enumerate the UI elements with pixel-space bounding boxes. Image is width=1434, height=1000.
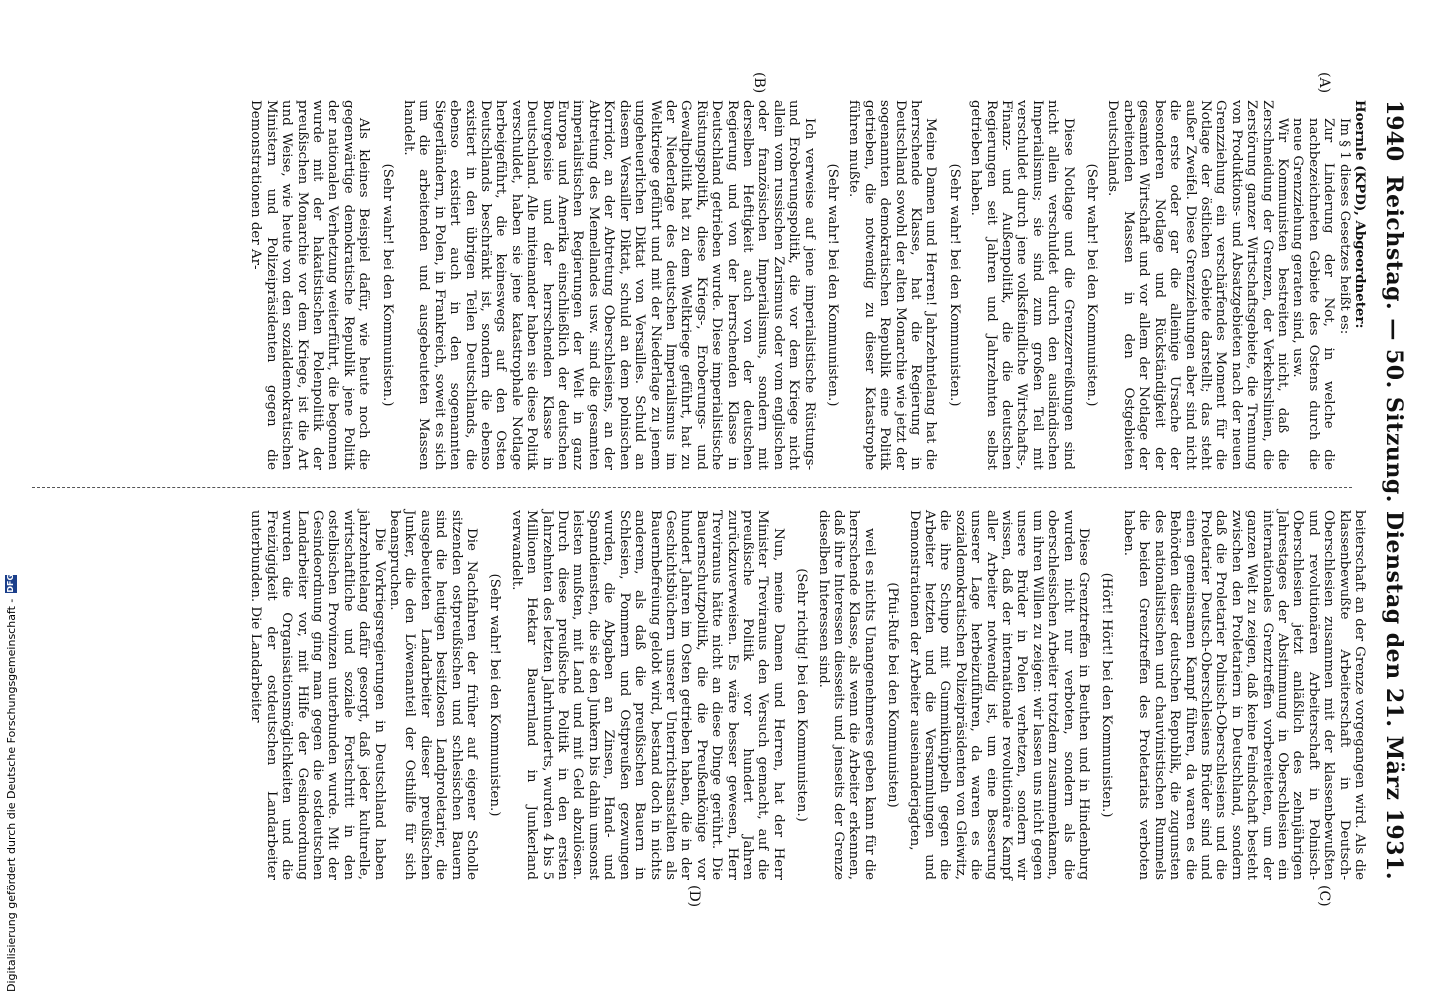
paragraph: Nun, meine Damen und Herren, hat der Herr Minister Treviranus den Versuch gemacht, auf die preußische Politik vor hundert Jahren zurückzuverweisen. Es wäre besser gewesen, Herr Treviranus hätte nicht an diese Dinge gerührt. Die Bauernschutzpolitik, die die Preußenkönige vor hundert Jahren im Osten getrieben haben, die in der Geschichtsbüchern unserer Unterrichtsanstalten als Bauernbefreiung gelobt wird, bestand doch in nichts anderem, als daß die preußischen Bauern in Schlesien, Pommern und Ostpreußen gezwungen wurden, die Abgaben an Zinsen, Hand- und Spanndiensten, die sie den Junkern bis dahin umsonst leisten mußten, mit Land und mit Geld abzulösen. Durch diese preußische Politik in den ersten Jahrzehnten des letzten Jahrhunderts, wurden 4 bis 5 Millionen Hektar Bauernland in Junkerland verwandelt.: [508, 510, 786, 880]
paragraph: Die Nachfahren der früher auf eigener Scholle sitzenden ostpreußischen und schlesischen Bauern sind die heutigen besitzlosen Landproletarier, die ausgebeuteten Landarbeiter dieser preußischen Junker, die den Löwenanteil der Osthilfe für sich beanspruchen.: [387, 510, 480, 880]
interjection: (Sehr richtig! bei den Kommunisten.): [794, 568, 810, 822]
interjection: (Pfui-Rufe bei den Kommunisten): [885, 582, 901, 808]
page-header: [1367, 100, 1407, 880]
paragraph: Wir Kommunisten bestreiten nicht, daß die Zerschneidung der Grenzen, der Verkehrslinien, die Zerstörung ganzer Wirtschaftsgebiete, die Trennung von Produktions- und Absatzgebieten nach der neuen Grenzziehung ein verschärfendes Moment für die Notlage der östlichen Gebiete darstellt; das steht außer Zweifel. Diese Grenzziehungen aber sind nicht die erste oder gar die alleinige Ursache der besonderen Notlage und Rückständigkeit der gesamten Wirtschaft und vor allem der Notlage der arbeitenden Massen in den Ostgebieten Deutschlands.: [1105, 100, 1290, 470]
document-page: [27, 0, 1407, 1000]
interjection: (Sehr wahr! bei den Kommunisten.): [825, 163, 840, 407]
paragraph: Als kleines Beispiel dafür, wie heute noch die gegenwärtige demokratische Republik jene Politik der nationalen Verhetzung weiterführt, die begonnen wurde mit der hakatistischen Polenpolitik der preußischen Monarchie vor dem Kriege, ist die Art und Weise, wie heute von den sozialdemokratischen Ministern und Polizeipräsidenten gegen die Demonstrationen der Ar-: [248, 100, 372, 470]
margin-mark-a: (A): [1316, 72, 1332, 94]
paragraph: Diese Notlage und die Grenzzerreißungen sind nicht allein verschuldet durch den ausländischen Imperialismus; sie sind zum großen Teil mit verschuldet durch jene volksfeindliche Wirtschafts-, Finanz- und Außenpolitik, die die deutschen Regierungen seit Jahren und Jahrzehnten selbst getrieben haben.: [968, 100, 1076, 470]
margin-mark-c: (C): [1316, 885, 1332, 907]
margin-mark-d: (D): [686, 885, 702, 908]
paragraph: Im § 1 dieses Gesetzes heißt es:: [1336, 118, 1352, 335]
interjection: (Sehr wahr! bei den Kommunisten.): [1084, 163, 1100, 407]
paragraph: Meine Damen und Herren! Jahrzehntelang hat die herrschende Klasse, hat die Regierung in Deutschland sowohl der alten Monarchie wie jetzt der sogenannten demokratischen Republik eine Politik getrieben, die notwendig zu dieser Katastrophe führen mußte.: [846, 100, 939, 470]
digitization-credit: [0, 0, 22, 1000]
interjection: (Sehr wahr! bei den Kommunisten.): [379, 163, 395, 407]
speaker-name: Hoernle (KPD), Abgeordneter:: [1352, 100, 1368, 329]
credit-text: Digitalisierung gefördert durch die Deutsche Forschungsgemeinschaft -: [4, 598, 18, 992]
paragraph: beiterschaft an der Grenze vorgegangen wird. Als die klassenbewußte Arbeiterschaft in Deutsch-Oberschlesien zusammen mit der klassenbewußten und revolutionären Arbeiterschaft in Polnisch-Oberschlesien jetzt anläßlich des zehnjährigen Jahrestages der Abstimmung in Oberschlesien ein internationales Grenztreffen vorbereiteten, um der ganzen Welt zu zeigen, daß keine Feindschaft besteht zwischen den Proletariern in Deutschland, sondern daß die Proletarier Polnisch-Oberschlesiens und die Proletarier Deutsch-Oberschlesiens Brüder sind und einen gemeinsamen Kampf führen, da waren es die Behörden dieser deutschen Republik, die zugunsten des nationalistischen und chauvinistischen Rummels die beiden Grenztreffen des Proletariats verboten haben.: [1120, 510, 1367, 880]
quotation: Zur Linderung der Not, in welche die nachbezeichneten Gebiete des Ostens durch die neue Grenzziehung geraten sind, usw.: [1290, 118, 1337, 470]
paragraph: Die Vorkriegsregierungen in Deutschland haben jahrzehntelang dafür gesorgt, daß jeder kulturelle, wirtschaftliche und soziale Fortschritt in den ostelbischen Provinzen unterbunden wurde. Mit der Gesindeordnung ging man gegen die ostdeutschen Landarbeiter vor, mit Hilfe der Gesindeordnung wurden die Organisationsmöglichkeiten und die Freizügigkeit der ostdeutschen Landarbeiter unterbunden. Die Landarbeiter: [248, 510, 387, 880]
column-divider: [32, 487, 1352, 488]
dfg-logo-icon: DFG: [6, 573, 15, 593]
paragraph: Ich verweise auf jene imperialistische Rüstungs- und Eroberungspolitik, die vor dem Kriege nicht allein vom russischen Zarismus oder vom englischen oder französischen Imperialismus, sondern mit derselben Heftigkeit auch von der deutschen Regierung und von der herrschenden Klasse in Deutschland getrieben wurde. Diese imperialistische Rüstungspolitik, diese Kriegs-, Eroberungs- und Gewaltpolitik hat zu dem Weltkriege geführt, hat zu der Niederlage des deutschen Imperialismus im Weltkriege geführt und mit der Niederlage zu jenem ungeheuerlichen Diktat von Versailles. Schuld an diesem Versailler Diktat, schuld an dem polnischen Korridor, an der Abtretung Oberschlesiens, an der Abtretung des Memellandes usw. sind die gesamten imperialistischen Regierungen der Welt in ganz Europa und Amerika einschließlich der deutschen Bourgeoisie und der herrschenden Klasse in Deutschland. Alle miteinander haben sie diese Politik verschuldet, haben sie jene katastrophale Notlage herbeigeführt, die keineswegs auf den Osten Deutschlands beschränkt ist, sondern die ebenso existiert in den übrigen Teilen Deutschlands, die ebenso existiert auch in den sogenannten Siegerländern, in Polen, in Frankreich, soweit es sich um die arbeitenden und ausgebeuteten Massen handelt.: [401, 100, 817, 470]
paragraph: weil es nichts Unangenehmeres geben kann für die herrschende Klasse, als wenn die Arbeiter erkennen, daß ihre Interessen diesseits und jenseits der Grenze dieselben Interessen sind.: [815, 510, 877, 880]
interjection: (Hört! Hört! bei den Kommunisten.): [1099, 572, 1115, 818]
page-title: Reichstag. — 50. Sitzung. Dienstag den 21. März 1931.: [1381, 175, 1407, 880]
paragraph: Diese Grenztreffen in Beuthen und in Hindenburg wurden nicht nur verboten, sondern als die oberschlesischen Arbeiter trotzdem zusammenkamen, um ihren Willen zu zeigen: wir lassen uns nicht gegen unsere Brüder in Polen verhetzen, sondern wir wissen, daß der internationale revolutionäre Kampf aller Arbeiter notwendig ist, um eine Besserung unserer Lage herbeizuführen, da waren es die sozialdemokratischen Polizeipräsidenten von Gleiwitz, die ihre Schupo mit Gummiknüppeln gegen die Arbeiter hetzten und die Versammlungen und Demonstrationen der Arbeiter auseinanderjagten,: [906, 510, 1092, 880]
interjection: (Sehr wahr! bei den Kommunisten.): [487, 573, 503, 817]
right-column: [248, 510, 1367, 880]
left-column: [248, 100, 1367, 470]
interjection: (Sehr wahr! bei den Kommunisten.): [946, 163, 962, 407]
margin-mark-b: (B): [751, 72, 767, 94]
page-number: 1940: [1381, 100, 1407, 162]
